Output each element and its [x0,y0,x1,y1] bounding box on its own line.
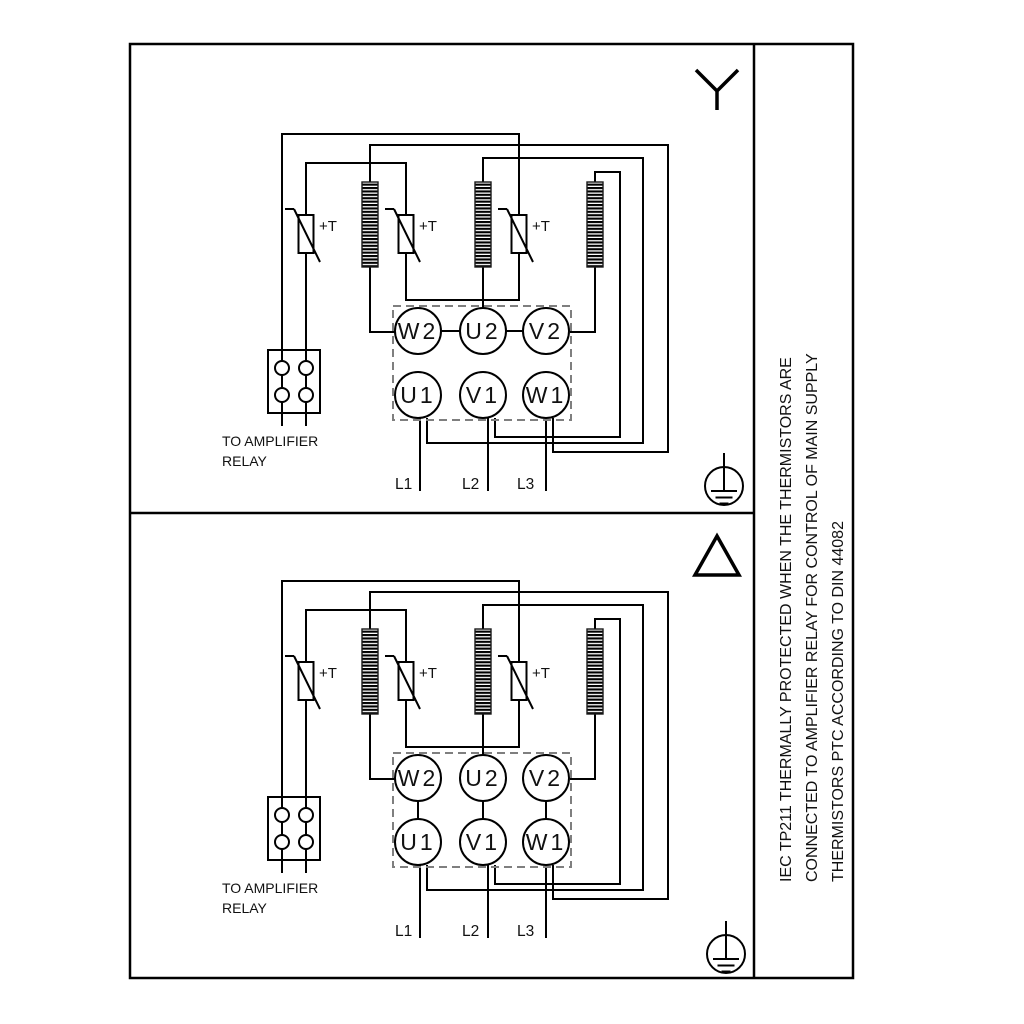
star-connection-panel [222,70,743,505]
star-connection-icon [696,70,738,110]
delta-connection-icon [695,536,739,575]
side-note-line2: CONNECTED TO AMPLIFIER RELAY FOR CONTROL OF MAIN SUPPLY [804,353,821,882]
delta-link-bars [418,801,546,819]
side-note [778,353,847,882]
side-note-line3: THERMISTORS PTC ACCORDING TO DIN 44082 [830,521,847,882]
delta-connection-panel [222,536,745,973]
side-note-line1: IEC TP211 THERMALLY PROTECTED WHEN THE THERMISTORS ARE [778,357,795,882]
